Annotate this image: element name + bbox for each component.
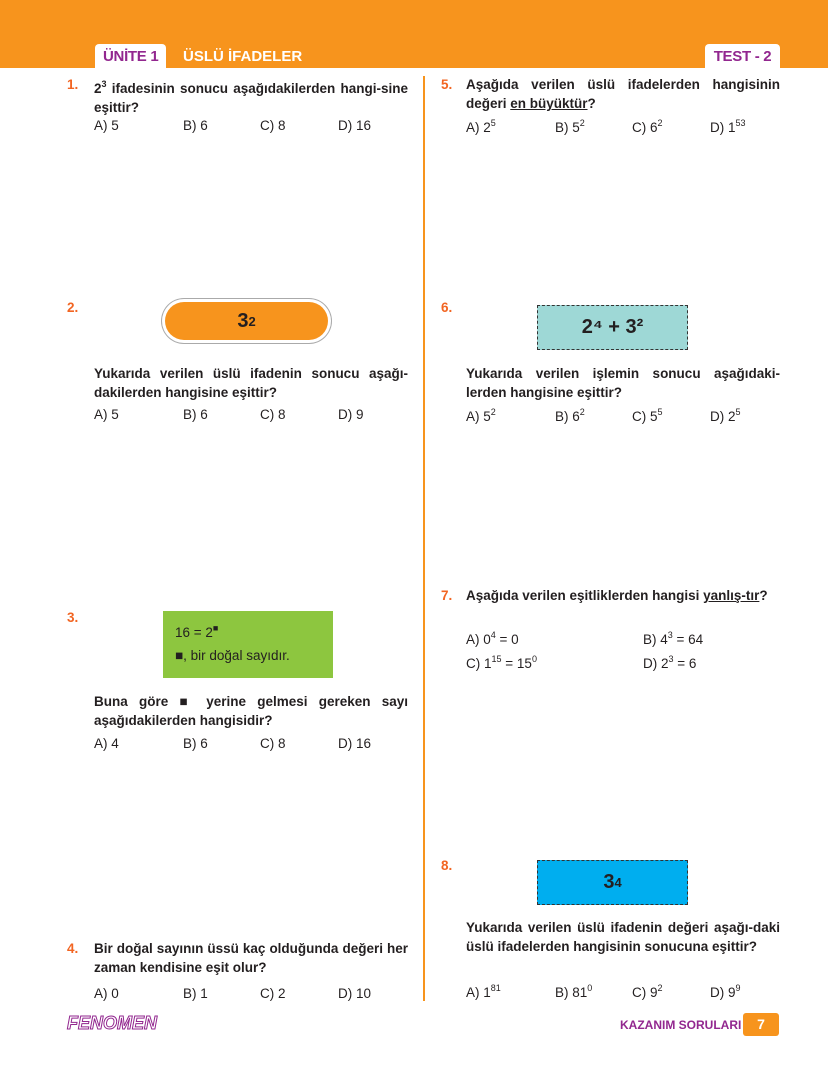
question-number: 7. (441, 588, 453, 603)
expression-box: 3 2 (165, 302, 328, 340)
info-box: 16 = 2■ ■, bir doğal sayıdır. (163, 611, 333, 678)
answer-option[interactable]: A) 4 (94, 736, 119, 751)
answer-option[interactable]: C) $9^2$ (632, 983, 663, 1000)
answer-option[interactable]: D) $9^9$ (710, 983, 741, 1000)
answer-option[interactable]: B) $6^2$ (555, 407, 585, 424)
question-6-text: Yukarıda verilen işlemin sonucu aşağıdaki-lerden hangisine eşittir? (466, 366, 780, 400)
answer-option[interactable]: B) $5^2$ (555, 118, 585, 135)
column-divider (423, 76, 425, 1001)
answer-option[interactable]: C) $6^2$ (632, 118, 663, 135)
question-1-text: $2^3$ ifadesinin sonucu aşağıdakilerden hangi-sine eşittir? (94, 79, 408, 115)
question-number: 6. (441, 300, 453, 315)
answer-option[interactable]: D) $1^{53}$ (710, 118, 746, 135)
question-number: 8. (441, 858, 453, 873)
answer-option[interactable]: B) $81^0$ (555, 983, 593, 1000)
answer-option[interactable]: C) $5^5$ (632, 407, 663, 424)
topic-title: ÜSLÜ İFADELER (183, 48, 303, 65)
answer-option[interactable]: C) 8 (260, 736, 286, 751)
answer-option[interactable]: C) 2 (260, 986, 286, 1001)
answer-option[interactable]: D) 10 (338, 986, 372, 1001)
expression-box: 3 4 (537, 860, 688, 905)
question-number: 4. (67, 941, 79, 956)
answer-option[interactable]: A) 0 (94, 986, 119, 1001)
answer-option[interactable]: A) 5 (94, 407, 119, 422)
question-number: 2. (67, 300, 79, 315)
question-4-text: Bir doğal sayının üssü kaç olduğunda değeri her zaman kendisine eşit olur? (94, 941, 408, 975)
test-tab: TEST - 2 (705, 44, 780, 68)
question-3-text: Buna göre ■ yerine gelmesi gereken sayı aşağıdakilerden hangisidir? (94, 694, 408, 728)
question-5-text: Aşağıda verilen üslü ifadelerden hangisinin değeri en büyüktür? (466, 77, 780, 111)
answer-option[interactable]: B) $4^3 = 64$ (643, 630, 704, 647)
section-label: KAZANIM SORULARI (620, 1018, 742, 1032)
answer-option[interactable]: A) $2^5$ (466, 118, 496, 135)
answer-option[interactable]: B) 1 (183, 986, 208, 1001)
question-8-text: Yukarıda verilen üslü ifadenin değeri aşağı-daki üslü ifadelerden hangisinin sonucuna eşittir? (466, 920, 780, 954)
question-number: 3. (67, 610, 79, 625)
answer-option[interactable]: D) 9 (338, 407, 364, 422)
answer-option[interactable]: C) 8 (260, 118, 286, 133)
question-number: 1. (67, 77, 79, 92)
answer-option[interactable]: B) 6 (183, 118, 208, 133)
question-number: 5. (441, 77, 453, 92)
answer-option[interactable]: D) 16 (338, 736, 372, 751)
answer-option[interactable]: C) $1^{15} = 15^0$ (466, 654, 537, 671)
answer-option[interactable]: A) $1^{81}$ (466, 983, 501, 1000)
answer-option[interactable]: D) $2^5$ (710, 407, 741, 424)
answer-option[interactable]: D) $2^3 = 6$ (643, 654, 697, 671)
unit-tab: ÜNİTE 1 (95, 44, 166, 68)
answer-option[interactable]: A) $0^4 = 0$ (466, 630, 519, 647)
answer-option[interactable]: A) $5^2$ (466, 407, 496, 424)
answer-option[interactable]: B) 6 (183, 407, 208, 422)
answer-option[interactable]: A) 5 (94, 118, 119, 133)
expression-box: 2⁴ + 3² (537, 305, 688, 350)
answer-option[interactable]: B) 6 (183, 736, 208, 751)
answer-option[interactable]: D) 16 (338, 118, 372, 133)
question-7-text: Aşağıda verilen eşitliklerden hangisi yanlış-tır? (466, 588, 768, 603)
question-2-text: Yukarıda verilen üslü ifadenin sonucu aşağı-dakilerden hangisine eşittir? (94, 366, 408, 400)
fenomen-logo: FENOMEN (67, 1013, 157, 1033)
page-number: 7 (743, 1013, 779, 1036)
answer-option[interactable]: C) 8 (260, 407, 286, 422)
